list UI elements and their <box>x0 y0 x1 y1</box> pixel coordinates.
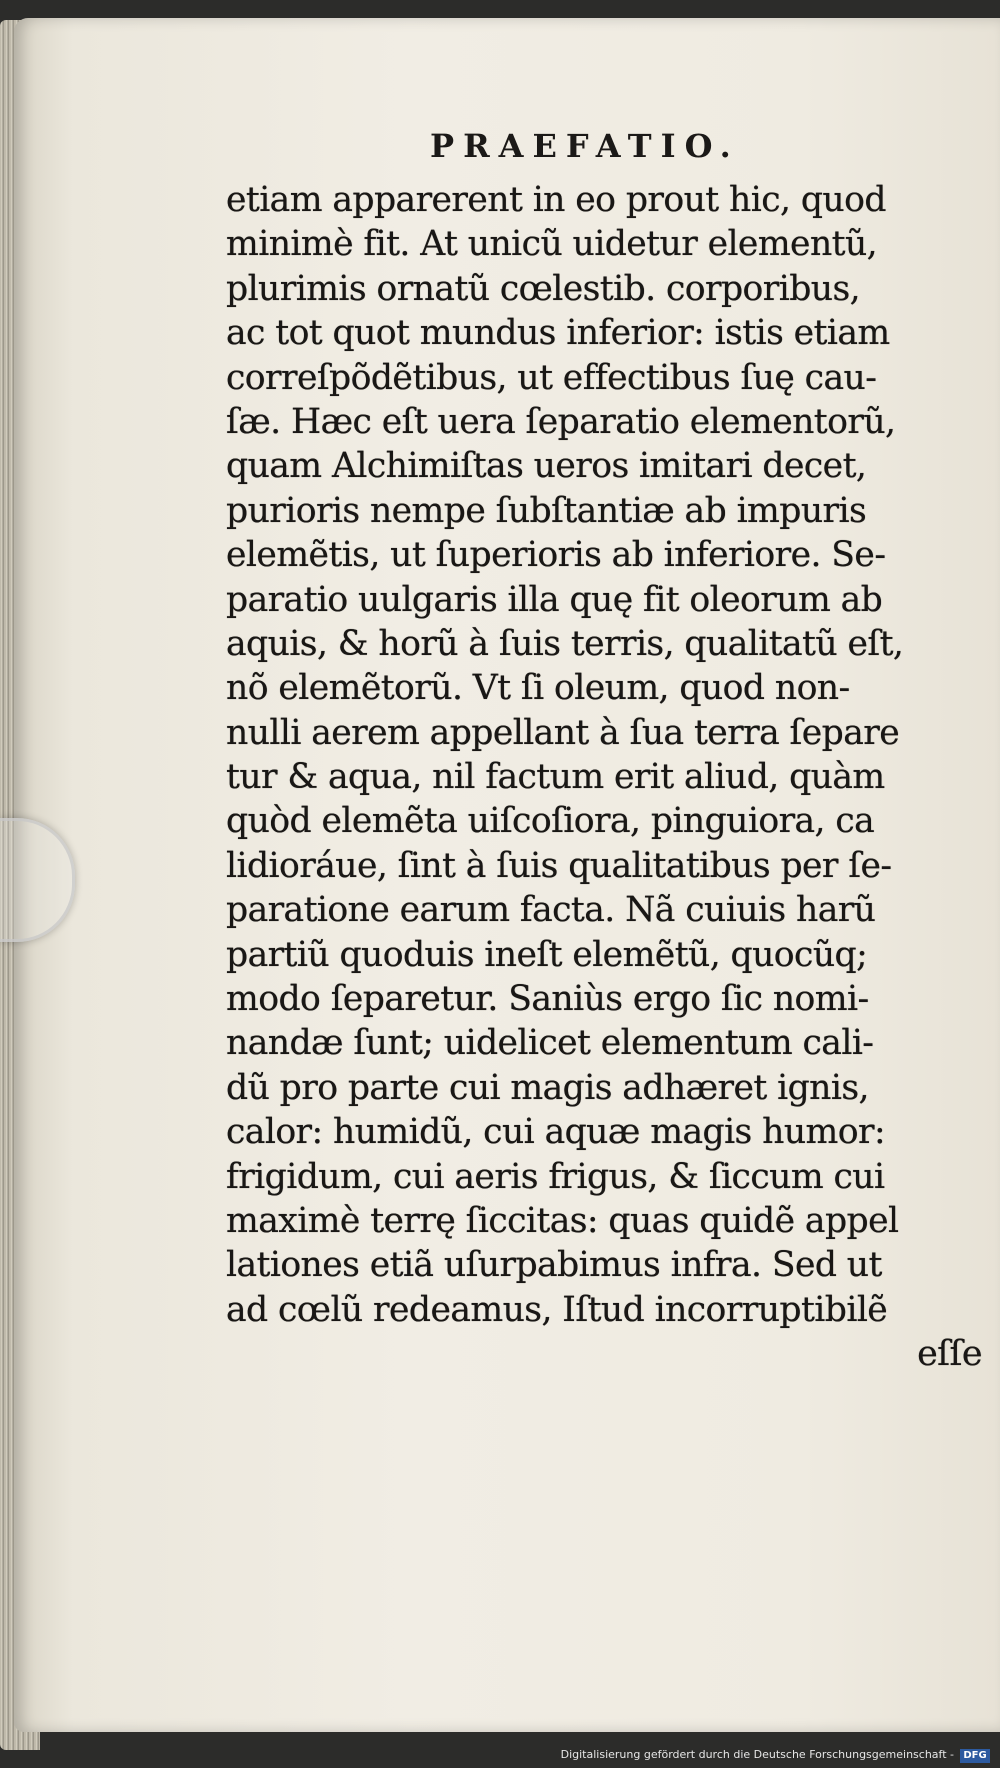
text-line: correſpõdẽtibus, ut effectibus ſuę cau- <box>226 357 877 398</box>
text-line: partiũ quoduis ineſt elemẽtũ, quocũq; <box>226 934 868 975</box>
text-line: ad cœlũ redeamus, Iſtud incorruptibilẽ <box>226 1289 888 1330</box>
text-line: ſæ. Hæc eſt uera ſeparatio elementorũ, <box>226 401 896 442</box>
text-line: plurimis ornatũ cœlestib. corporibus, <box>226 268 861 309</box>
text-line: nulli aerem appellant à ſua terra ſepare <box>226 712 900 753</box>
text-line: maximè terrę ſiccitas: quas quidẽ appel <box>226 1200 899 1241</box>
text-line: dũ pro parte cui magis adhæret ignis, <box>226 1067 869 1108</box>
footer-credit: Digitalisierung gefördert durch die Deutsche Forschungsgemeinschaft - <box>560 1748 954 1761</box>
text-line: nandæ ſunt; uidelicet elementum cali- <box>226 1023 874 1064</box>
text-line: aquis, & horũ à ſuis terris, qualitatũ eſt, <box>226 623 904 664</box>
text-line: frigidum, cui aeris frigus, & ſiccum cui <box>226 1156 885 1197</box>
text-line: purioris nempe ſubſtantiæ ab impuris <box>226 490 867 531</box>
text-line: elemẽtis, ut ſuperioris ab inferiore. Se- <box>226 535 886 576</box>
text-line: quòd elemẽta uiſcoſiora, pinguiora, ca <box>226 801 875 842</box>
text-line: tur & aqua, nil factum erit aliud, quàm <box>226 757 885 798</box>
text-line: quam Alchimiſtas ueros imitari decet, <box>226 446 867 487</box>
text-line: lationes etiã uſurpabimus infra. Sed ut <box>226 1245 882 1286</box>
text-line: minimè fit. At unicũ uidetur elementũ, <box>226 224 878 265</box>
text-line: paratione earum facta. Nã cuiuis harũ <box>226 890 876 931</box>
text-line: calor: humidũ, cui aquæ magis humor: <box>226 1112 886 1153</box>
text-line: lidioráue, ſint à ſuis qualitatibus per ſe- <box>226 845 892 886</box>
text-block <box>226 178 986 1377</box>
text-line: modo ſeparetur. Saniùs ergo ſic nomi- <box>226 979 869 1020</box>
text-line: nõ elemẽtorũ. Vt ſi oleum, quod non- <box>226 668 850 709</box>
catchword: eſſe <box>917 1334 982 1375</box>
dfg-logo: DFG <box>960 1749 990 1763</box>
text-line: etiam apparerent in eo prout hic, quod <box>226 180 886 220</box>
text-line: ac tot quot mundus inferior: istis etiam <box>226 313 890 354</box>
running-head: PRAEFATIO. <box>430 127 740 165</box>
text-line: paratio uulgaris illa quę fit oleorum ab <box>226 579 883 620</box>
